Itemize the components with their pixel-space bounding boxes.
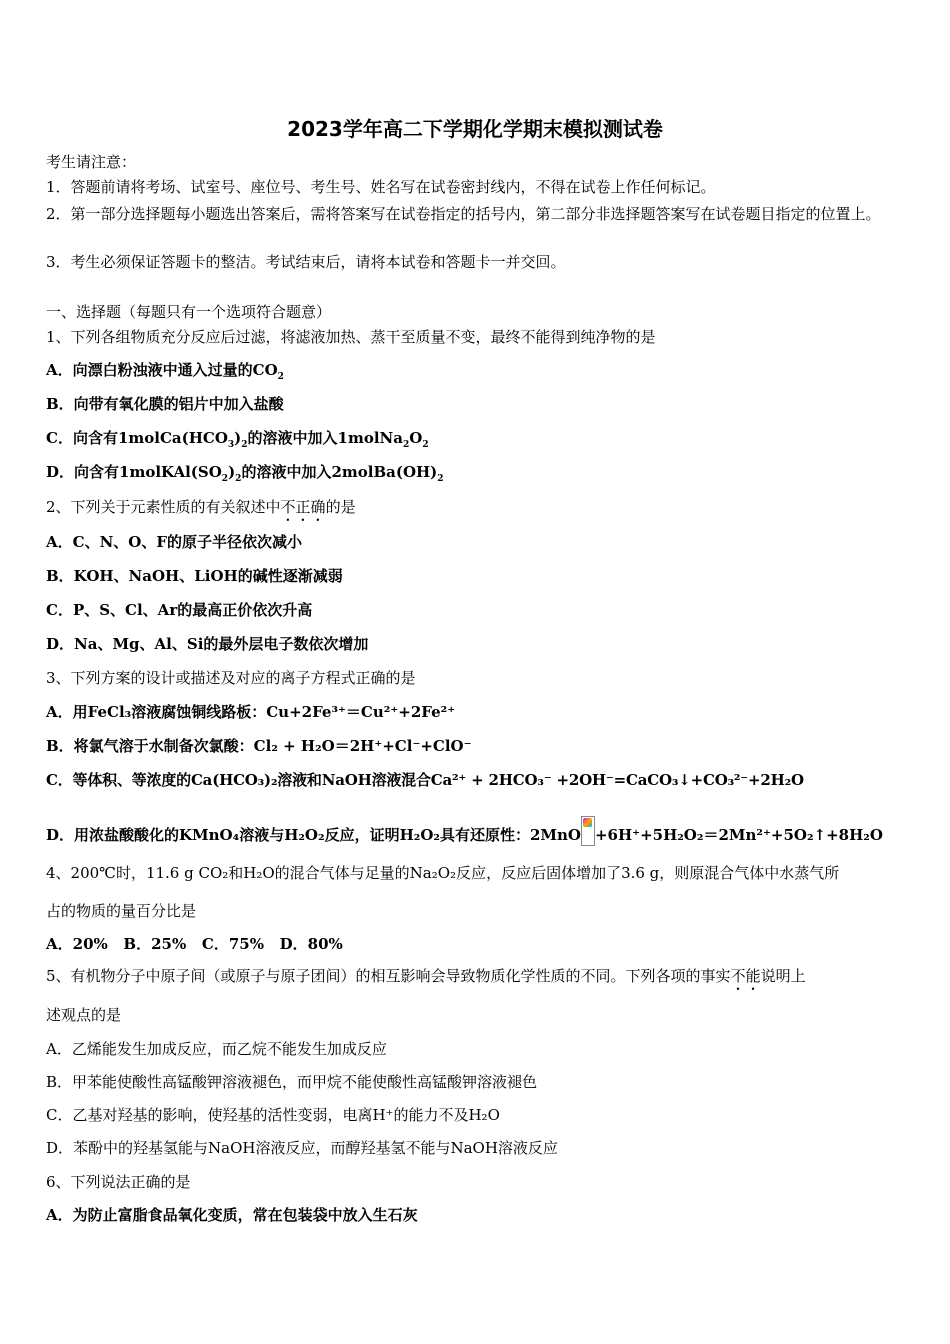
- question-1-option-a: [46, 360, 906, 387]
- question-5-stem-continued: 述观点的是: [46, 1006, 122, 1024]
- question-3-stem: 3、下列方案的设计或描述及对应的离子方程式正确的是: [46, 669, 416, 687]
- question-1-option-d: [46, 462, 906, 489]
- notice-item: 3．考生必须保证答题卡的整洁。考试结束后，请将本试卷和答题卡一并交回。: [46, 253, 566, 271]
- notice-item: 2．第一部分选择题每小题选出答案后，需将答案写在试卷指定的括号内，第二部分非选择题答案写在试卷题目指定的位置上。: [46, 205, 881, 223]
- question-1-stem: 1、下列各组物质充分反应后过滤，将滤液加热、蒸干至质量不变，最终不能得到纯净物的是: [46, 328, 656, 346]
- option-text: 的溶液中加入2molBa(OH): [241, 463, 438, 481]
- question-2-option-c: C．P、S、Cl、Ar的最高正价依次升高: [46, 601, 313, 619]
- question-2-option-d: D．Na、Mg、Al、Si的最外层电子数依次增加: [46, 635, 369, 653]
- section-heading: 一、选择题（每题只有一个选项符合题意）: [46, 303, 332, 321]
- question-3-option-a: A．用FeCl₃溶液腐蚀铜线路板：Cu+2Fe³⁺＝Cu²⁺+2Fe²⁺: [46, 703, 456, 721]
- question-5-option-a: A．乙烯能发生加成反应，而乙烷不能发生加成反应: [46, 1040, 387, 1058]
- option-text: 的溶液中加入1molNa: [247, 429, 403, 447]
- subscript: 2: [241, 440, 248, 450]
- stem-text: 说明上: [760, 967, 806, 985]
- notice-item: 1．答题前请将考场、试室号、座位号、考生号、姓名写在试卷密封线内，不得在试卷上作任何标记。: [46, 178, 716, 196]
- option-text: O: [409, 429, 423, 447]
- page-title: 2023学年高二下学期化学期末模拟测试卷: [287, 117, 663, 141]
- subscript: 2: [221, 474, 229, 484]
- question-2-option-a: A．C、N、O、F的原子半径依次减小: [46, 533, 303, 551]
- question-5-option-c: C．乙基对羟基的影响，使羟基的活性变弱，电离H⁺的能力不及H₂O: [46, 1106, 500, 1124]
- question-4-stem: 4、200℃时，11.6 g CO₂和H₂O的混合气体与足量的Na₂O₂反应，反应后固体增加了3.6 g，则原混合气体中水蒸气所: [46, 864, 840, 882]
- stem-text: 的是: [325, 498, 356, 516]
- option-text: D．用浓盐酸酸化的KMnO₄溶液与H₂O₂反应，证明H₂O₂具有还原性：2MnO: [46, 826, 581, 844]
- option-text: D．向含有1molKAl(SO: [46, 463, 222, 481]
- emphasis-text: 不正确: [280, 498, 326, 516]
- question-3-option-b: B．将氯气溶于水制备次氯酸：Cl₂ + H₂O＝2H⁺+Cl⁻+ClO⁻: [46, 737, 472, 755]
- notice-heading: 考生请注意：: [46, 153, 137, 171]
- subscript: 2: [235, 474, 242, 484]
- question-5-option-d: D．苯酚中的羟基氢能与NaOH溶液反应，而醇羟基氢不能与NaOH溶液反应: [46, 1139, 558, 1157]
- option-text: ): [234, 429, 242, 447]
- question-5-stem: [46, 966, 906, 994]
- subscript: 2: [422, 440, 429, 450]
- question-4-stem-continued: 占的物质的量百分比是: [46, 902, 197, 920]
- option-text: +6H⁺+5H₂O₂＝2Mn²⁺+5O₂↑+8H₂O: [594, 826, 883, 844]
- subscript: 2: [277, 372, 284, 382]
- question-3-option-c: C．等体积、等浓度的Ca(HCO₃)₂溶液和NaOH溶液混合Ca²⁺ + 2HCO₃⁻ +2OH⁻=CaCO₃↓+CO₃²⁻+2H₂O: [46, 771, 804, 789]
- subscript: 3: [227, 440, 235, 450]
- option-text: ): [228, 463, 236, 481]
- question-6-option-a: A．为防止富脂食品氧化变质，常在包装袋中放入生石灰: [46, 1206, 418, 1224]
- stem-text: 5、有机物分子中原子间（或原子与原子团间）的相互影响会导致物质化学性质的不同。下列各项的事实: [46, 967, 731, 985]
- emphasis-text: 不能: [730, 967, 761, 985]
- question-1-option-c: [46, 428, 906, 455]
- question-2-option-b: B．KOH、NaOH、LiOH的碱性逐渐减弱: [46, 567, 343, 585]
- stem-text: 2、下列关于元素性质的有关叙述中: [46, 498, 281, 516]
- question-4-options: A．20% B．25% C．75% D．80%: [46, 935, 343, 953]
- question-1-option-b: B．向带有氧化膜的铝片中加入盐酸: [46, 395, 284, 413]
- option-text: A．向漂白粉浊液中通入过量的CO: [46, 361, 278, 379]
- option-text: C．向含有1molCa(HCO: [46, 429, 228, 447]
- subscript: 2: [437, 474, 444, 484]
- subscript: 2: [402, 440, 410, 450]
- question-6-stem: 6、下列说法正确的是: [46, 1173, 191, 1191]
- broken-image-icon: [581, 816, 595, 846]
- question-5-option-b: B．甲苯能使酸性高锰酸钾溶液褪色，而甲烷不能使酸性高锰酸钾溶液褪色: [46, 1073, 538, 1091]
- question-3-option-d: [46, 816, 906, 846]
- question-2-stem: [46, 497, 906, 525]
